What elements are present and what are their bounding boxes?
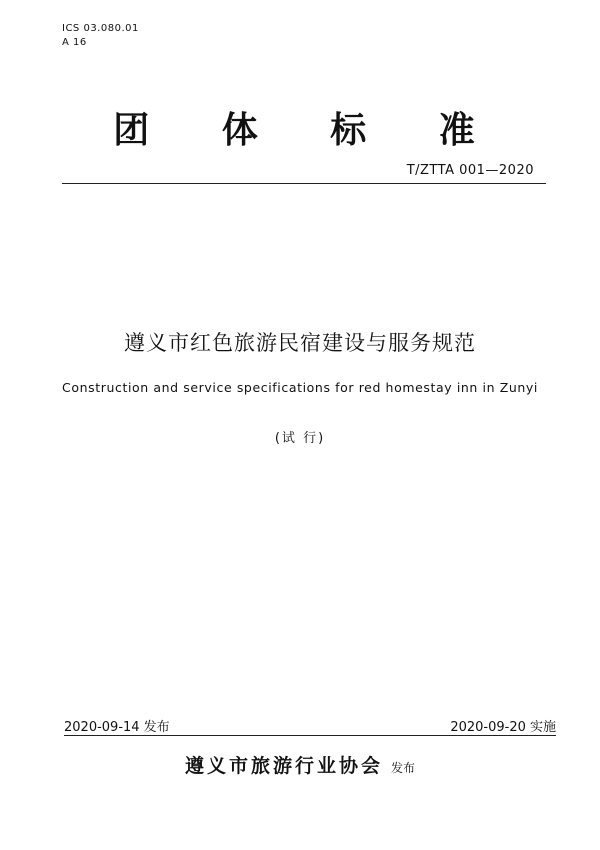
trial-status: (试 行) (274, 431, 326, 446)
bottom-divider (64, 735, 556, 736)
document-title-en: Construction and service specifications for red homestay inn in Zunyi (62, 380, 538, 395)
standard-type-title: 团 体 标 准 (113, 110, 505, 151)
ics-code: ICS 03.080.01 (62, 23, 139, 34)
standard-number: T/ZTTA 001—2020 (406, 163, 534, 178)
document-title-cn: 遵义市红色旅游民宿建设与服务规范 (124, 331, 476, 355)
classification-codes (62, 22, 139, 50)
publisher-name: 遵义市旅游行业协会 (184, 755, 383, 777)
issue-date: 2020-09-14 发布 (64, 720, 170, 735)
publish-action: 发布 (391, 761, 416, 775)
implement-date: 2020-09-20 实施 (450, 720, 556, 735)
publisher-line (0, 751, 600, 778)
top-divider (62, 183, 546, 184)
ccs-code: A 16 (62, 37, 87, 48)
